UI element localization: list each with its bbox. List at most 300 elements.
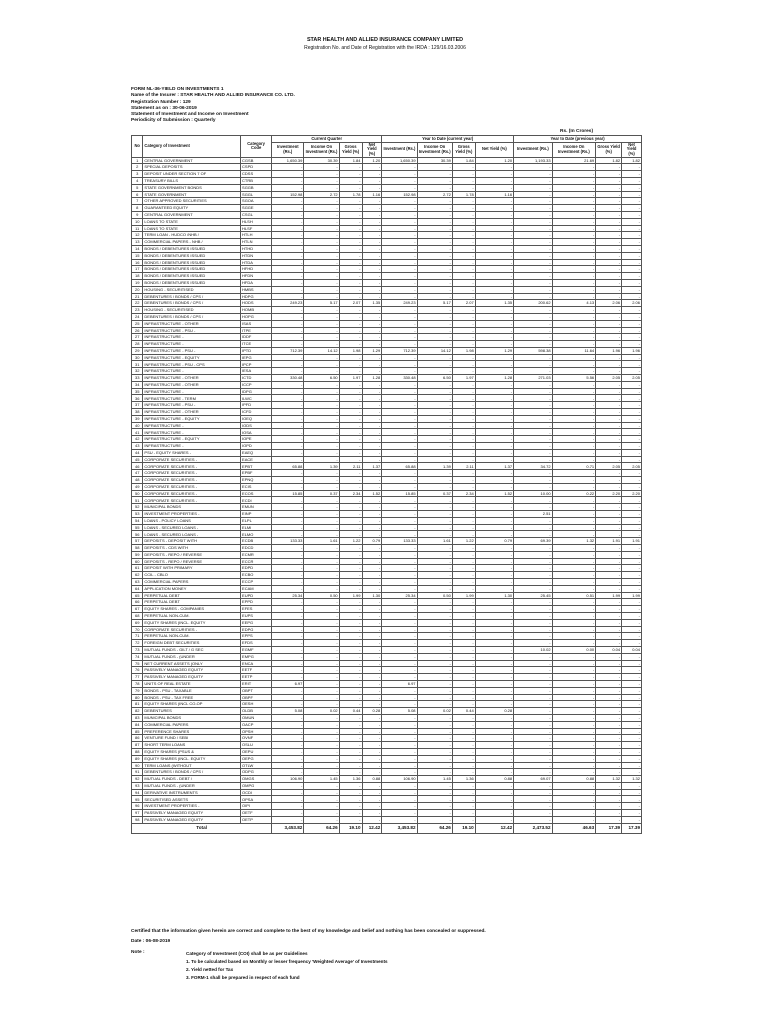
value-cell: - <box>622 708 642 715</box>
value-cell: - <box>475 497 513 504</box>
table-row <box>132 286 642 293</box>
row-number: 46 <box>132 463 143 470</box>
value-cell: - <box>339 402 362 409</box>
value-cell: - <box>362 816 382 823</box>
value-cell: - <box>452 225 475 232</box>
value-cell: - <box>596 449 622 456</box>
header-no: No <box>132 136 143 158</box>
table-row <box>132 735 642 742</box>
value-cell: - <box>596 660 622 667</box>
value-cell: - <box>339 653 362 660</box>
value-cell: - <box>362 545 382 552</box>
value-cell: - <box>475 164 513 171</box>
value-cell: - <box>596 395 622 402</box>
value-cell: - <box>382 266 417 273</box>
value-cell: - <box>339 273 362 280</box>
value-cell: - <box>552 211 596 218</box>
value-cell: - <box>304 402 339 409</box>
value-cell: - <box>339 680 362 687</box>
value-cell: - <box>622 422 642 429</box>
value-cell: - <box>417 606 452 613</box>
code-cell: EINP <box>241 511 272 518</box>
value-cell: - <box>514 422 552 429</box>
value-cell: - <box>475 259 513 266</box>
table-row <box>132 551 642 558</box>
row-number: 47 <box>132 470 143 477</box>
value-cell: 0.02 <box>304 708 339 715</box>
row-number: 33 <box>132 375 143 382</box>
value-cell: - <box>596 361 622 368</box>
table-row <box>132 701 642 708</box>
value-cell: - <box>339 551 362 558</box>
value-cell: - <box>622 266 642 273</box>
value-cell: - <box>622 361 642 368</box>
category-cell: STATE GOVERNMENT <box>143 191 241 198</box>
code-cell: HMBS <box>241 286 272 293</box>
value-cell: - <box>417 402 452 409</box>
row-number: 89 <box>132 755 143 762</box>
value-cell: 1.22 <box>339 538 362 545</box>
row-number: 63 <box>132 578 143 585</box>
value-cell: - <box>452 266 475 273</box>
value-cell: - <box>475 612 513 619</box>
table-row <box>132 714 642 721</box>
value-cell: - <box>362 470 382 477</box>
value-cell: - <box>339 816 362 823</box>
value-cell: - <box>622 551 642 558</box>
value-cell: - <box>452 388 475 395</box>
value-cell: - <box>514 388 552 395</box>
value-cell: - <box>475 327 513 334</box>
value-cell: - <box>417 660 452 667</box>
table-row <box>132 347 642 354</box>
value-cell: - <box>339 714 362 721</box>
value-cell: - <box>552 184 596 191</box>
value-cell: - <box>552 606 596 613</box>
value-cell: 25.34 <box>382 592 417 599</box>
table-row <box>132 470 642 477</box>
value-cell: - <box>339 558 362 565</box>
value-cell: - <box>272 748 304 755</box>
value-cell: - <box>417 218 452 225</box>
value-cell: - <box>272 327 304 334</box>
value-cell: - <box>382 504 417 511</box>
value-cell: - <box>304 504 339 511</box>
value-cell: - <box>339 667 362 674</box>
row-number: 15 <box>132 252 143 259</box>
value-cell: - <box>452 470 475 477</box>
table-row <box>132 368 642 375</box>
value-cell: - <box>475 388 513 395</box>
value-cell: 1.20 <box>362 157 382 164</box>
table-row <box>132 361 642 368</box>
category-cell: NET CURRENT ASSETS (ONLY <box>143 660 241 667</box>
row-number: 3 <box>132 171 143 178</box>
value-cell: - <box>382 225 417 232</box>
value-cell: - <box>339 395 362 402</box>
code-cell: ILWC <box>241 395 272 402</box>
value-cell: - <box>452 327 475 334</box>
category-cell: DEBENTURES <box>143 708 241 715</box>
value-cell: - <box>596 225 622 232</box>
value-cell: - <box>362 225 382 232</box>
value-cell: - <box>622 381 642 388</box>
table-row <box>132 354 642 361</box>
value-cell: - <box>362 422 382 429</box>
row-number: 51 <box>132 497 143 504</box>
value-cell: - <box>339 585 362 592</box>
value-cell: - <box>622 531 642 538</box>
value-cell: - <box>622 796 642 803</box>
code-cell: ELMI <box>241 524 272 531</box>
value-cell: - <box>382 626 417 633</box>
value-cell: - <box>382 782 417 789</box>
value-cell: 1.29 <box>475 347 513 354</box>
value-cell: - <box>362 517 382 524</box>
value-cell: - <box>272 293 304 300</box>
value-cell: - <box>417 810 452 817</box>
value-cell: - <box>272 551 304 558</box>
value-cell: - <box>304 456 339 463</box>
category-cell: EQUITY SHARES (PSUS & <box>143 748 241 755</box>
value-cell: 249.23 <box>272 300 304 307</box>
row-number: 7 <box>132 198 143 205</box>
value-cell: - <box>339 245 362 252</box>
category-cell: COMMERCIAL PAPERS <box>143 721 241 728</box>
value-cell: - <box>272 810 304 817</box>
value-cell: - <box>362 320 382 327</box>
code-cell: OVNF <box>241 735 272 742</box>
header-income: Income On Investment (Rs.) <box>417 142 452 157</box>
value-cell: 1.36 <box>452 776 475 783</box>
value-cell: - <box>272 687 304 694</box>
table-row <box>132 769 642 776</box>
value-cell: - <box>304 640 339 647</box>
value-cell: - <box>417 307 452 314</box>
row-number: 6 <box>132 191 143 198</box>
value-cell: - <box>514 327 552 334</box>
row-number: 8 <box>132 205 143 212</box>
value-cell: - <box>452 578 475 585</box>
category-cell: MUTUAL FUNDS - (UNDER <box>143 782 241 789</box>
value-cell: - <box>622 578 642 585</box>
value-cell: - <box>475 674 513 681</box>
code-cell: EPBT <box>241 463 272 470</box>
value-cell: - <box>475 313 513 320</box>
value-cell: - <box>272 769 304 776</box>
value-cell: - <box>475 443 513 450</box>
value-cell: - <box>475 456 513 463</box>
code-cell: IPTD <box>241 347 272 354</box>
row-number: 28 <box>132 341 143 348</box>
category-cell: INFRASTRUCTURE - TERM <box>143 395 241 402</box>
category-cell: CCIL - CBLO <box>143 572 241 579</box>
category-cell: PERPETUAL DEBT <box>143 599 241 606</box>
value-cell: - <box>622 327 642 334</box>
value-cell: - <box>417 456 452 463</box>
value-cell: - <box>382 660 417 667</box>
value-cell: - <box>475 470 513 477</box>
value-cell: 69.07 <box>514 776 552 783</box>
value-cell: 1.32 <box>596 776 622 783</box>
value-cell: - <box>514 177 552 184</box>
value-cell: - <box>452 436 475 443</box>
value-cell: - <box>596 674 622 681</box>
value-cell: - <box>514 218 552 225</box>
value-cell: - <box>596 816 622 823</box>
value-cell: - <box>304 585 339 592</box>
value-cell: - <box>339 735 362 742</box>
value-cell: - <box>622 660 642 667</box>
value-cell: - <box>452 184 475 191</box>
value-cell: - <box>304 646 339 653</box>
value-cell: - <box>362 558 382 565</box>
total-value-cell: 17.39 <box>622 823 642 833</box>
value-cell: 65.88 <box>272 463 304 470</box>
value-cell: - <box>622 245 642 252</box>
value-cell: - <box>622 225 642 232</box>
value-cell: - <box>417 341 452 348</box>
value-cell: - <box>452 755 475 762</box>
value-cell: - <box>475 395 513 402</box>
table-row <box>132 191 642 198</box>
registration-number: Registration Number : 129 <box>131 99 191 105</box>
row-number: 22 <box>132 300 143 307</box>
value-cell: - <box>514 470 552 477</box>
value-cell: - <box>304 198 339 205</box>
value-cell: - <box>452 449 475 456</box>
value-cell: - <box>552 422 596 429</box>
code-cell: HLSF <box>241 225 272 232</box>
value-cell: - <box>514 395 552 402</box>
value-cell: - <box>417 585 452 592</box>
value-cell: - <box>452 361 475 368</box>
value-cell: 2.05 <box>596 463 622 470</box>
value-cell: - <box>475 640 513 647</box>
value-cell: 1.99 <box>339 592 362 599</box>
value-cell: - <box>304 633 339 640</box>
value-cell: - <box>362 748 382 755</box>
value-cell: 21.69 <box>552 157 596 164</box>
value-cell: - <box>622 735 642 742</box>
row-number: 37 <box>132 402 143 409</box>
value-cell: - <box>339 443 362 450</box>
value-cell: - <box>514 381 552 388</box>
value-cell: - <box>382 728 417 735</box>
value-cell: - <box>475 626 513 633</box>
row-number: 61 <box>132 565 143 572</box>
value-cell: 330.48 <box>272 375 304 382</box>
row-number: 82 <box>132 708 143 715</box>
value-cell: - <box>622 626 642 633</box>
row-number: 84 <box>132 721 143 728</box>
value-cell: - <box>514 443 552 450</box>
value-cell: - <box>382 558 417 565</box>
value-cell: - <box>362 232 382 239</box>
value-cell: 6.97 <box>272 680 304 687</box>
header-investment: Investment (Rs.) <box>272 142 304 157</box>
row-number: 85 <box>132 728 143 735</box>
row-number: 16 <box>132 259 143 266</box>
category-cell: PASSIVELY MANAGED EQUITY <box>143 667 241 674</box>
category-cell: SPECIAL DEPOSITS <box>143 164 241 171</box>
value-cell: - <box>362 612 382 619</box>
value-cell: - <box>272 177 304 184</box>
value-cell: - <box>382 742 417 749</box>
row-number: 34 <box>132 381 143 388</box>
code-cell: HTDN <box>241 252 272 259</box>
value-cell: - <box>339 293 362 300</box>
value-cell: - <box>272 789 304 796</box>
value-cell: - <box>596 619 622 626</box>
value-cell: - <box>339 177 362 184</box>
header-income: Income On Investment (Rs.) <box>304 142 339 157</box>
value-cell: - <box>596 694 622 701</box>
value-cell: - <box>475 633 513 640</box>
value-cell: 2.06 <box>622 300 642 307</box>
value-cell: - <box>382 449 417 456</box>
row-number: 12 <box>132 232 143 239</box>
value-cell: - <box>362 313 382 320</box>
value-cell: - <box>475 483 513 490</box>
category-cell: CORPORATE SECURITIES - <box>143 483 241 490</box>
table-row <box>132 776 642 783</box>
value-cell: - <box>552 687 596 694</box>
row-number: 21 <box>132 293 143 300</box>
value-cell: 106.90 <box>382 776 417 783</box>
category-cell: BONDS - PSU - TAX FREE <box>143 694 241 701</box>
category-cell: COMMERCIAL PAPERS <box>143 578 241 585</box>
value-cell: - <box>417 273 452 280</box>
value-cell: - <box>272 599 304 606</box>
value-cell: - <box>272 782 304 789</box>
value-cell: - <box>339 694 362 701</box>
value-cell: - <box>339 327 362 334</box>
value-cell: 14.12 <box>304 347 339 354</box>
value-cell: - <box>382 633 417 640</box>
value-cell: - <box>622 558 642 565</box>
value-cell: - <box>339 436 362 443</box>
value-cell: - <box>452 653 475 660</box>
row-number: 52 <box>132 504 143 511</box>
value-cell: 5.08 <box>382 708 417 715</box>
table-row <box>132 341 642 348</box>
value-cell: 133.33 <box>272 538 304 545</box>
value-cell: - <box>272 612 304 619</box>
value-cell: - <box>272 368 304 375</box>
row-number: 66 <box>132 599 143 606</box>
value-cell: - <box>382 456 417 463</box>
category-cell: BONDS / DEBENTURES ISSUED <box>143 259 241 266</box>
value-cell: - <box>339 796 362 803</box>
form-meta <box>131 87 295 125</box>
value-cell: - <box>452 368 475 375</box>
category-cell: LOANS - POLICY LOANS <box>143 517 241 524</box>
value-cell: - <box>382 789 417 796</box>
value-cell: - <box>339 599 362 606</box>
code-cell: HFDA <box>241 279 272 286</box>
category-cell: DERIVATIVE INSTRUMENTS <box>143 789 241 796</box>
code-cell: EETP <box>241 674 272 681</box>
value-cell: - <box>552 225 596 232</box>
table-row <box>132 422 642 429</box>
table-row <box>132 164 642 171</box>
value-cell: - <box>382 327 417 334</box>
value-cell: - <box>304 415 339 422</box>
value-cell: 1.99 <box>452 592 475 599</box>
code-cell: OCDI <box>241 789 272 796</box>
value-cell: - <box>622 612 642 619</box>
value-cell: - <box>382 443 417 450</box>
table-row <box>132 803 642 810</box>
value-cell: - <box>452 293 475 300</box>
value-cell: 152.98 <box>272 191 304 198</box>
value-cell: - <box>452 714 475 721</box>
value-cell: - <box>552 470 596 477</box>
code-cell: EETF <box>241 667 272 674</box>
value-cell: - <box>514 307 552 314</box>
value-cell: - <box>596 517 622 524</box>
value-cell: - <box>475 211 513 218</box>
value-cell: - <box>552 497 596 504</box>
value-cell: - <box>382 517 417 524</box>
value-cell: - <box>382 273 417 280</box>
value-cell: - <box>304 619 339 626</box>
table-row <box>132 232 642 239</box>
value-cell: - <box>596 483 622 490</box>
value-cell: - <box>339 354 362 361</box>
value-cell: - <box>362 524 382 531</box>
value-cell: - <box>382 748 417 755</box>
value-cell: 30.39 <box>304 157 339 164</box>
value-cell: - <box>596 259 622 266</box>
value-cell: - <box>452 762 475 769</box>
value-cell: - <box>552 701 596 708</box>
value-cell: - <box>272 572 304 579</box>
value-cell: - <box>514 565 552 572</box>
row-number: 81 <box>132 701 143 708</box>
value-cell: - <box>475 728 513 735</box>
value-cell: - <box>272 286 304 293</box>
value-cell: - <box>622 606 642 613</box>
note-label: Note : <box>131 950 145 955</box>
value-cell: - <box>272 497 304 504</box>
value-cell: - <box>304 409 339 416</box>
value-cell: - <box>622 633 642 640</box>
value-cell: - <box>596 320 622 327</box>
value-cell: - <box>382 354 417 361</box>
value-cell: - <box>552 286 596 293</box>
value-cell: - <box>417 714 452 721</box>
value-cell: - <box>304 368 339 375</box>
value-cell: - <box>339 252 362 259</box>
value-cell: - <box>552 735 596 742</box>
value-cell: - <box>552 619 596 626</box>
value-cell: - <box>552 198 596 205</box>
code-cell: HFHD <box>241 266 272 273</box>
category-cell: PASSIVELY MANAGED EQUITY <box>143 816 241 823</box>
row-number: 49 <box>132 483 143 490</box>
table-row <box>132 415 642 422</box>
value-cell: - <box>596 755 622 762</box>
value-cell: - <box>596 545 622 552</box>
category-cell: INFRASTRUCTURE - OTHER <box>143 409 241 416</box>
value-cell: - <box>452 218 475 225</box>
value-cell: 1.82 <box>596 157 622 164</box>
value-cell: - <box>475 354 513 361</box>
value-cell: - <box>304 782 339 789</box>
value-cell: - <box>304 714 339 721</box>
